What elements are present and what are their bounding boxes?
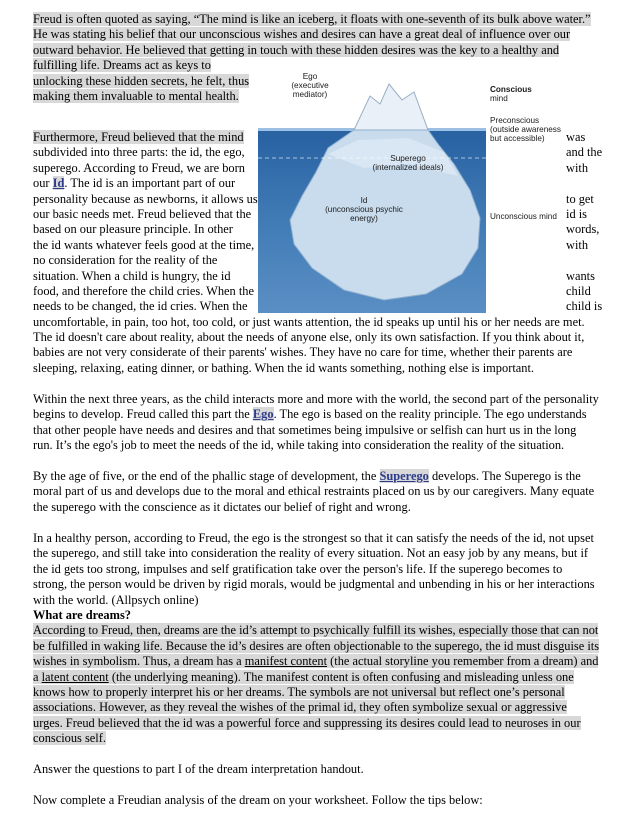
ego-line: run. It’s the ego's job to meet the needs of the id, while taking into consideration the reality of the situation. — [33, 438, 565, 453]
parts-right-word: was — [566, 130, 586, 144]
parts-line: the id wants whatever feels good at the time, — [33, 237, 255, 252]
dreams-section — [33, 608, 606, 747]
parts-right-word: words, — [566, 222, 600, 237]
superego-line: the superego with the conscience as it dictates our belief of right and wrong. — [33, 499, 411, 514]
preconscious-label-line: but accessible) — [490, 134, 545, 143]
ego-label-line: Ego — [302, 72, 318, 81]
parts-line: no consideration for the reality of the — [33, 253, 218, 268]
superego-link[interactable]: Superego — [379, 469, 429, 483]
conscious-label — [490, 85, 562, 103]
parts-right-word: to get — [566, 191, 594, 206]
parts-line: needs to be changed, the id cries. When the — [33, 299, 248, 314]
parts-right-word: with — [566, 237, 589, 252]
superego-line: develops. The Superego is the — [431, 469, 581, 483]
ego-label-line: (executive — [291, 81, 329, 90]
healthy-person-paragraph — [33, 531, 606, 608]
healthy-line: strong, the person would be driven by rigid morals, would be judgmental and unbending in his or her interactions — [33, 577, 595, 592]
parts-right-word: with — [566, 160, 589, 175]
ego-line: begins to develop. Freud called this part the — [33, 407, 250, 422]
intro-line: making them invaluable to mental health. — [33, 89, 239, 104]
parts-right-word: id is — [566, 207, 587, 221]
complete-instruction: Now complete a Freudian analysis of the dream on your worksheet. Follow the tips below: — [33, 793, 483, 807]
dreams-line: (the actual storyline you remember from a dream) and — [330, 654, 599, 669]
parts-line: our basic needs met. Freud believed that the — [33, 207, 252, 222]
parts-line: uncomfortable, in pain, too hot, too cold, or just wants attention, the id speaks up until his or her needs are met. — [33, 314, 585, 329]
intro-line: Freud is often quoted as saying, “The mind is like an iceberg, it floats with one-seventh of its bulk above water.” — [33, 12, 591, 26]
parts-line: . The id is an important part of our — [64, 176, 236, 191]
parts-line: situation. When a child is hungry, the id — [33, 268, 231, 283]
dreams-line: According to Freud, then, dreams are the id’s attempt to psychically fulfill its wishes, especially those that can not — [33, 623, 599, 638]
manifest-content-term: manifest content — [244, 654, 328, 669]
superego-line: By the age of five, or the end of the phallic stage of development, the — [33, 469, 377, 483]
parts-line-prefix: our — [33, 176, 50, 191]
id-link[interactable]: Id — [52, 176, 65, 191]
intro-line: outward behavior. He believed that getting in touch with these hidden desires was the key to a healthy and — [33, 42, 560, 57]
conscious-label-line: Conscious — [490, 85, 532, 94]
id-reality-line: The id doesn't care about reality, about the needs of anyone else, only its own satisfaction. If you think about it, — [33, 330, 585, 344]
ego-label-line: mediator) — [292, 90, 328, 99]
dreams-line: conscious self. — [33, 731, 106, 746]
ego-link[interactable]: Ego — [252, 407, 274, 422]
preconscious-label-line: (outside awareness — [490, 125, 561, 134]
dreams-line: a — [33, 669, 39, 684]
parts-right-word: and the — [566, 145, 603, 160]
instructions-2 — [33, 793, 606, 808]
id-label-line: energy) — [350, 214, 378, 223]
id-reality-line: sleeping, relaxing, eating dinner, or bathing. When the id wants something, nothing else is important. — [33, 360, 534, 375]
parts-line: subdivided into three parts: the id, the ego, — [33, 145, 245, 160]
id-label-line: Id — [360, 196, 368, 205]
parts-right-word: child — [566, 284, 591, 298]
parts-line: personality because as newborns, it allows us — [33, 191, 258, 206]
answer-instruction: Answer the questions to part I of the dream interpretation handout. — [33, 762, 364, 776]
dreams-line: be fulfilled in waking life. Because the id’s desires are often objectionable to the superego, the id must disguise its — [33, 638, 600, 653]
ego-line: Within the next three years, as the child interacts more and more with the world, the second part of the personality — [33, 392, 599, 406]
superego-label-line: Superego — [390, 154, 426, 163]
parts-line: Furthermore, Freud believed that the mind — [33, 130, 244, 144]
ego-line: . The ego is based on the reality principle. The ego understands — [273, 407, 587, 422]
parts-right-word: child is — [566, 299, 603, 314]
parts-line: food, and therefore the child cries. When the — [33, 284, 254, 299]
healthy-line: the id gets too strong, impulses and self gratification take over the person's life. If the superego becomes to — [33, 561, 563, 576]
ego-label — [280, 72, 340, 99]
intro-line: He was stating his belief that our unconscious wishes and desires can have a great deal of influence over our — [33, 27, 571, 42]
parts-line: superego. According to Freud, we are born — [33, 160, 245, 175]
superego-label-line: (internalized ideals) — [372, 163, 444, 172]
latent-content-term: latent content — [41, 669, 109, 684]
id-reality-line: babies are not very considerate of their parents' wishes. They have no care for time, whether their parents are — [33, 345, 573, 360]
healthy-line: the superego, and still take into consideration the reality of every situation. Not an easy job by any means, but if — [33, 546, 589, 561]
parts-right-word: wants — [566, 268, 595, 283]
superego-paragraph — [33, 469, 606, 515]
dreams-heading: What are dreams? — [33, 608, 131, 622]
healthy-line: with the world. (Allpsych online) — [33, 592, 199, 607]
id-reality-paragraph — [33, 330, 606, 376]
dreams-line: wishes in symbolism. Thus, a dream has a — [33, 654, 242, 669]
dreams-line: knows how to properly interpret his or her dreams. The symbols are not universal but reflect one’s personal — [33, 685, 565, 700]
parts-paragraph — [33, 130, 606, 330]
conscious-label-line: mind — [490, 94, 508, 103]
id-label-line: (unconscious psychic — [325, 205, 403, 214]
superego-line: moral part of us and develops due to the moral and ethical restraints placed on us by our caregivers. Many equate — [33, 484, 595, 499]
intro-line: unlocking these hidden secrets, he felt, thus — [33, 73, 250, 88]
parts-line: based on our pleasure principle. In other — [33, 222, 233, 237]
dreams-line: (the underlying meaning). The manifest content is often confusing and misleading unless one — [111, 669, 574, 684]
instructions — [33, 762, 606, 777]
ego-line: that other people have needs and desires and that sometimes being impulsive or selfish can hurt us in the long — [33, 422, 577, 437]
unconscious-label: Unconscious mind — [490, 212, 557, 221]
preconscious-label-line: Preconscious — [490, 116, 540, 125]
dreams-line: associations. However, as they reveal the wishes of the primal id, they often symbolize sexual or aggressive — [33, 700, 567, 715]
healthy-line: In a healthy person, according to Freud, the ego is the strongest so that it can satisfy the needs of the id, not upset — [33, 531, 594, 545]
dreams-line: urges. Freud believed that the id was a powerful force and suppressing its desires could lead to neuroses in our — [33, 715, 581, 730]
intro-line: fulfilling life. Dreams act as keys to — [33, 58, 211, 73]
ego-paragraph — [33, 392, 606, 454]
